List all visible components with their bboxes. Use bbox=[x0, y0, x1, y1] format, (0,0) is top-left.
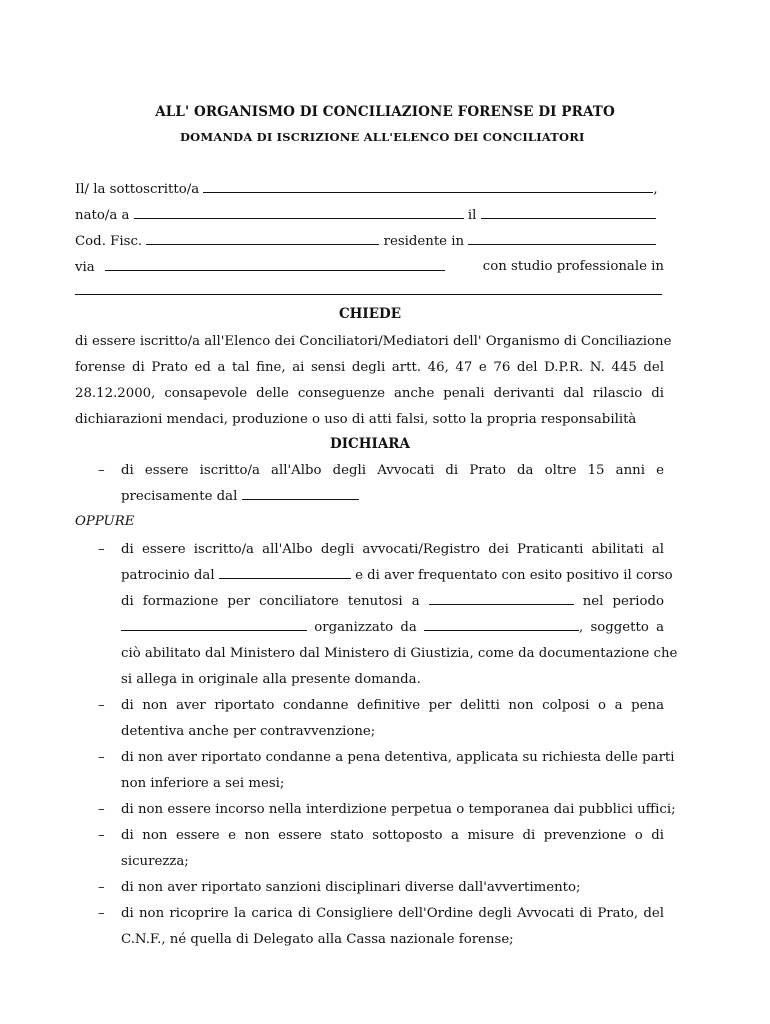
dichiara-heading: DICHIARA bbox=[329, 436, 410, 452]
document-title: ALL' ORGANISMO DI CONCILIAZIONE FORENSE DI PRATO bbox=[155, 104, 615, 120]
dash-bullet: – bbox=[98, 802, 105, 817]
sottoscritto-suffix: , bbox=[653, 182, 658, 197]
item-line: di non aver riportato condanne a pena detentiva, applicata su richiesta delle parti bbox=[121, 750, 675, 765]
codfisc-label: Cod. Fisc. bbox=[75, 234, 143, 249]
via-label: via bbox=[75, 260, 95, 275]
paragraph-line: di essere iscritto/a all'Elenco dei Conciliatori/Mediatori dell' Organismo di Conciliazione bbox=[75, 334, 672, 349]
sottoscritto-field[interactable] bbox=[203, 178, 653, 193]
item-line: di non aver riportato sanzioni disciplinari diverse dall'avvertimento; bbox=[121, 880, 581, 895]
item-line: di essere iscritto/a all'Albo degli avvocati/Registro dei Praticanti abilitati al bbox=[121, 542, 664, 557]
via-field[interactable] bbox=[105, 256, 445, 271]
paragraph-line: forense di Prato ed a tal fine, ai sensi degli artt. 46, 47 e 76 del D.P.R. N. 445 del bbox=[75, 360, 664, 375]
item-line: organizzato da , soggetto a bbox=[121, 615, 664, 641]
field-line-sottoscritto bbox=[75, 178, 664, 200]
document-subtitle: DOMANDA DI ISCRIZIONE ALL'ELENCO DEI CONCILIATORI bbox=[180, 130, 585, 144]
corso-luogo-field[interactable] bbox=[429, 590, 574, 605]
dash-bullet: – bbox=[98, 542, 105, 557]
paragraph-line: 28.12.2000, consapevole delle conseguenze anche penali derivanti dal rilascio di bbox=[75, 386, 664, 401]
item-line: detentiva anche per contravvenzione; bbox=[121, 724, 376, 739]
field-line-via bbox=[75, 256, 664, 278]
studio-field[interactable] bbox=[75, 294, 662, 295]
organizzatore-field[interactable] bbox=[424, 616, 579, 631]
periodo-field[interactable] bbox=[121, 616, 307, 631]
dash-bullet: – bbox=[98, 463, 105, 478]
oppure-label: OPPURE bbox=[75, 514, 135, 529]
dash-bullet: – bbox=[98, 828, 105, 843]
item-line: si allega in originale alla presente domanda. bbox=[121, 672, 421, 687]
residente-field[interactable] bbox=[468, 230, 656, 245]
il-label: il bbox=[467, 208, 477, 223]
dash-bullet: – bbox=[98, 880, 105, 895]
residente-label: residente in bbox=[383, 234, 465, 249]
item-line: di non essere e non essere stato sottoposto a misure di prevenzione o di bbox=[121, 828, 664, 843]
studio-label: con studio professionale in bbox=[482, 259, 664, 274]
item-line: ciò abilitato dal Ministero dal Ministero di Giustizia, come da documentazione che bbox=[121, 646, 678, 661]
codfisc-field[interactable] bbox=[146, 230, 379, 245]
item-line: di essere iscritto/a all'Albo degli Avvocati di Prato da oltre 15 anni e bbox=[121, 463, 664, 478]
item-line: sicurezza; bbox=[121, 854, 189, 869]
item-line: non inferiore a sei mesi; bbox=[121, 776, 285, 791]
field-line-nato bbox=[75, 204, 664, 226]
chiede-paragraph bbox=[75, 329, 672, 433]
dash-bullet: – bbox=[98, 698, 105, 713]
item-line: precisamente dal bbox=[121, 484, 664, 510]
item-line: di non essere incorso nella interdizione perpetua o temporanea dai pubblici uffici; bbox=[121, 802, 676, 817]
iscrizione-date-field[interactable] bbox=[242, 485, 359, 500]
dash-bullet: – bbox=[98, 906, 105, 921]
nato-label: nato/a a bbox=[75, 208, 130, 223]
dash-bullet: – bbox=[98, 750, 105, 765]
il-field[interactable] bbox=[481, 204, 656, 219]
field-line-codfisc bbox=[75, 230, 664, 252]
item-line: di non ricoprire la carica di Consigliere dell'Ordine degli Avvocati di Prato, del bbox=[121, 906, 664, 921]
chiede-heading: CHIEDE bbox=[338, 306, 402, 322]
paragraph-line: dichiarazioni mendaci, produzione o uso di atti falsi, sotto la propria responsabilità bbox=[75, 412, 637, 427]
item-line: di non aver riportato condanne definitive per delitti non colposi o a pena bbox=[121, 698, 664, 713]
nato-field[interactable] bbox=[134, 204, 464, 219]
patrocinio-date-field[interactable] bbox=[219, 564, 351, 579]
item-line: C.N.F., né quella di Delegato alla Cassa nazionale forense; bbox=[121, 932, 514, 947]
sottoscritto-label: Il/ la sottoscritto/a bbox=[75, 182, 200, 197]
item-line: di formazione per conciliatore tenutosi a nel periodo bbox=[121, 589, 664, 615]
item-line: patrocinio dal e di aver frequentato con esito positivo il corso bbox=[121, 563, 664, 589]
